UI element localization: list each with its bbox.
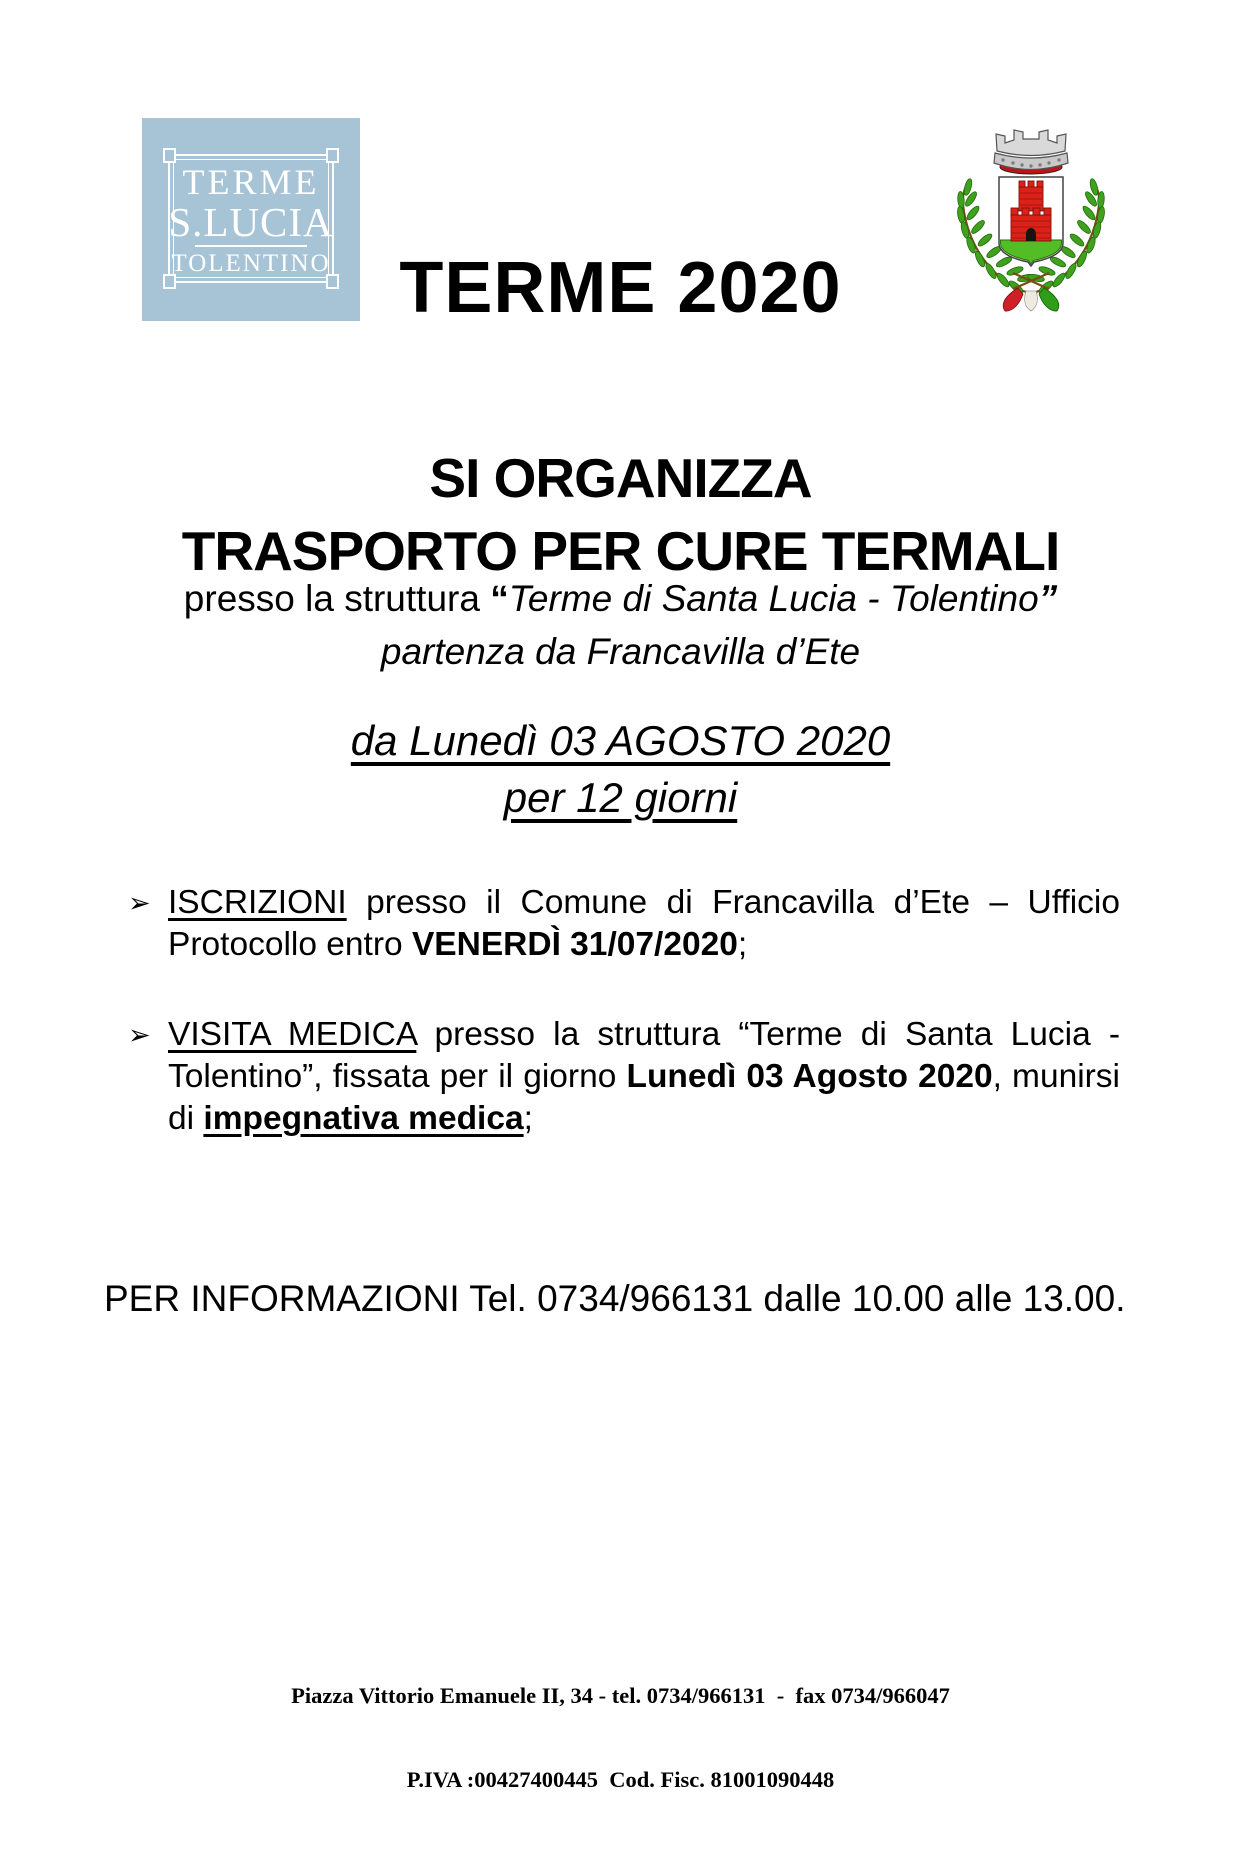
headline-line2: TRASPORTO PER CURE TERMALI [181,520,1060,582]
subtitle-line2: partenza da Francavilla d’Ete [380,631,861,672]
headline-line1: SI ORGANIZZA [429,447,812,509]
footer-fiscal-line: P.IVA :00427400445 Cod. Fisc. 81001090448 [406,1767,835,1792]
arrow-bullet-icon: ➢ [128,888,151,918]
info-line: PER INFORMAZIONI Tel. 0734/966131 dalle 10.00 alle 13.00. [104,1278,1126,1319]
date-line2: per 12 giorni [503,774,738,821]
footer [0,1626,1241,1850]
logo-line-tolentino: TOLENTINO [171,249,331,277]
headline [0,442,1241,588]
bullet-iscrizioni [128,882,1120,966]
dates-block [0,712,1241,826]
footer-address-line: Piazza Vittorio Emanuele II, 34 - tel. 0734/966131 - fax 0734/966047 [291,1683,950,1708]
page-title: TERME 2020 [399,248,842,328]
subtitle-prefix: presso la struttura [183,578,491,619]
logo-line-slucia: S.LUCIA [168,198,334,245]
bullet-list [128,882,1120,1140]
open-quote: “ [490,578,509,619]
bullet-iscrizioni-text: ISCRIZIONI presso il Comune di Francavilla d’Ete – Ufficio Protocollo entro VENERDÌ 31/07/2020; [168,884,1120,963]
date-line1: da Lunedì 03 AGOSTO 2020 [350,717,891,764]
logo-line-terme: TERME [182,161,320,202]
logo-divider [195,245,307,247]
arrow-bullet-icon: ➢ [128,1020,151,1050]
bullet-visita-medica-text: VISITA MEDICA presso la struttura “Terme di Santa Lucia - Tolentino”, fissata per il giorno Lunedì 03 Agosto 2020, munirsi di impegnativa medica; [168,1016,1120,1137]
subtitle [0,572,1241,678]
subtitle-structure-name: Terme di Santa Lucia - Tolentino [508,578,1039,619]
close-quote: ” [1038,578,1058,619]
subtitle-line1 [0,572,1241,625]
bullet-visita-medica [128,1014,1120,1140]
